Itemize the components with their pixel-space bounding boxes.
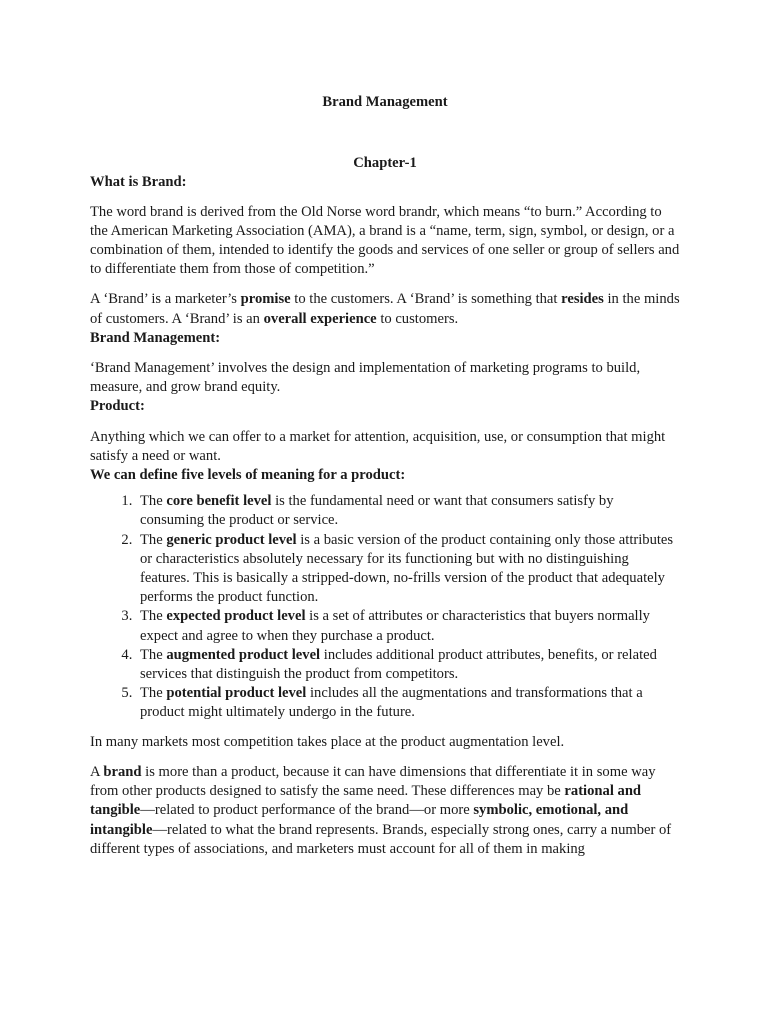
text-run: to customers. [376,310,459,327]
document-body [90,93,680,859]
level-term: potential product level [166,685,307,702]
section-heading-what-is-brand: What is Brand: [90,174,187,191]
level-term: generic product level [166,531,297,548]
list-item [136,684,680,722]
text-run: includes additional product attributes, benefits, or related services that distinguish the product from competitors. [140,646,657,683]
list-item [136,646,680,684]
text-run: The [140,493,167,510]
chapter-heading: Chapter-1 [353,155,417,172]
competition-paragraph: In many markets most competition takes place at the product augmentation level. [90,733,565,750]
product-levels-list [90,492,680,722]
text-run: is a basic version of the product containing only those attributes or characteristics absolutely necessary for its functioning but with no distinguishing features. This is basically a stripped-down, no-frills version of the product that adequately performs the product function. [140,531,674,606]
text-run: in the minds of customers. A ‘Brand’ is an [90,291,680,327]
bold-brand: brand [103,763,142,780]
brand-promise-paragraph [90,290,680,328]
text-run: is more than a product, because it can have dimensions that differentiate it in some way from other products designed to satisfy the same need. These differences may be [90,763,656,800]
bold-promise: promise [240,291,291,308]
text-run: is the fundamental need or want that consumers satisfy by consuming the product or service. [140,493,614,529]
bold-overall-experience: overall experience [263,310,377,327]
text-run: —related to product performance of the brand—or more [140,802,474,819]
list-item [136,607,680,645]
text-run: A ‘Brand’ is a marketer’s [90,291,241,308]
text-run: to the customers. A ‘Brand’ is something that [290,291,562,308]
level-term: core benefit level [166,493,272,510]
text-run: The [140,531,167,548]
text-run: A [90,763,104,780]
level-term: augmented product level [166,646,321,663]
product-definition-paragraph: Anything which we can offer to a market for attention, acquisition, use, or consumption that might satisfy a need or want. [90,428,666,464]
brand-management-paragraph: ‘Brand Management’ involves the design and implementation of marketing programs to build, measure, and grow brand equity. [90,360,641,396]
text-run: The [140,608,167,625]
text-run: is a set of attributes or characteristics that buyers normally expect and agree to when they purchase a product. [140,608,650,644]
bold-rational-tangible: rational and tangible [90,783,642,819]
section-heading-brand-management: Brand Management: [90,329,221,346]
section-heading-product-levels: We can define five levels of meaning for a product: [90,467,406,484]
document-title: Brand Management [322,94,448,110]
bold-symbolic-emotional: symbolic, emotional, and intangible [90,802,629,838]
brand-vs-product-paragraph [90,763,680,859]
level-term: expected product level [166,608,306,625]
text-run: The [140,685,167,702]
list-item [136,492,680,530]
text-run: The [140,646,167,663]
text-run: —related to what the brand represents. Brands, especially strong ones, carry a number of different types of associations, and marketers must account for all of them in making [90,821,672,857]
brand-definition-paragraph: The word brand is derived from the Old Norse word brandr, which means “to burn.” According to the American Marketing Association (AMA), a brand is a “name, term, sign, symbol, or design, or a combination of them, intended to identify the goods and services of one seller or group of sellers and to differentiate them from those of competition.” [90,203,680,278]
bold-resides: resides [561,291,604,308]
text-run: includes all the augmentations and transformations that a product might ultimately undergo in the future. [140,685,643,721]
list-item [136,531,680,608]
section-heading-product: Product: [90,398,145,415]
